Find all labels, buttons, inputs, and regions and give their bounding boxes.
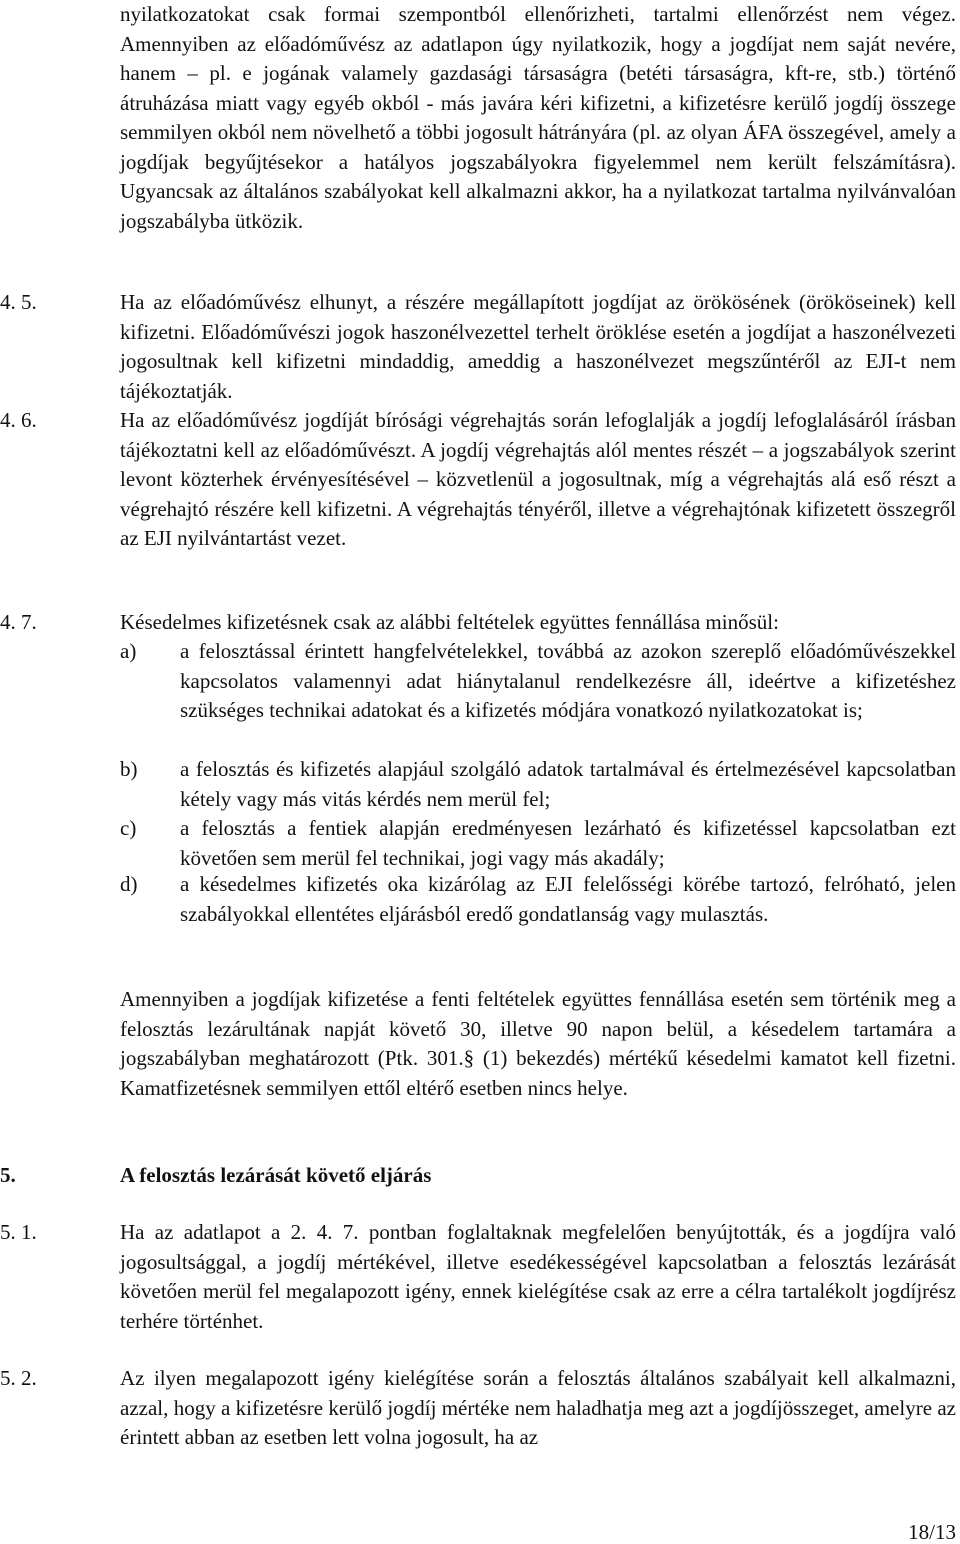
section-number-5-1: 5. 1. <box>0 1220 37 1244</box>
section-4-7-text: Késedelmes kifizetésnek csak az alábbi feltételek együttes fennállása minősül: <box>120 610 779 634</box>
section-number-5-2: 5. 2. <box>0 1366 37 1390</box>
late-payment-paragraph: Amennyiben a jogdíjak kifizetése a fenti feltételek együttes fennállása esetén sem történik meg a felosztás lezárultának napját követő 30, illetve 90 napon belül, a késedelem tartamára a jogszabályban meghatározott (Ptk. 301.§ (1) bekezdés) mértékű késedelmi kamatot kell fizetni. Kamatfizetésnek semmilyen ettől eltérő esetben nincs helye. <box>120 987 956 1100</box>
section-number-4-5: 4. 5. <box>0 290 37 314</box>
list-item-letter: a) <box>120 639 137 663</box>
list-item-letter: d) <box>120 872 138 896</box>
list-item-text: a felosztás a fentiek alapján eredményesen lezárható és kifizetéssel kapcsolatban ezt követően sem merül fel technikai, jogi vagy más akadály; <box>180 816 956 870</box>
section-number-4-7: 4. 7. <box>0 610 37 634</box>
section-number-4-6: 4. 6. <box>0 408 37 432</box>
section-4-5-text: Ha az előadóművész elhunyt, a részére megállapított jogdíjat az örökösének (örököseinek) kell kifizetni. Előadóművészi jogok haszonélvezettel terhelt öröklése esetén a jogdíjat a haszonélvezeti jogosultnak kell kifizetni mindaddig, ameddig a haszonélvezet megszűntéről az EJI-t nem tájékoztatják. <box>120 290 956 403</box>
heading-5-number: 5. <box>0 1163 16 1187</box>
heading-5-title: A felosztás lezárását követő eljárás <box>120 1163 432 1187</box>
page-number: 18/13 <box>908 1520 956 1544</box>
list-item-text: a felosztás és kifizetés alapjául szolgáló adatok tartalmával és értelmezésével kapcsolatban kétely vagy más vitás kérdés nem merül fel; <box>180 757 956 811</box>
list-item-text: a felosztással érintett hangfelvételekkel, továbbá az azokon szereplő előadóművészekkel kapcsolatos valamennyi adat hiánytalanul rendelkezésre áll, ideértve a kifizetéshez szükséges technikai adatokat és a kifizetés módjára vonatkozó nyilatkozatokat is; <box>180 639 956 722</box>
list-item-text: a késedelmes kifizetés oka kizárólag az EJI felelősségi körébe tartozó, felróható, jelen szabályokkal ellentétes eljárásból eredő gondatlanság vagy mulasztás. <box>180 872 956 926</box>
section-4-6-text: Ha az előadóművész jogdíját bírósági végrehajtás során lefoglalják a jogdíj lefoglalásáról írásban tájékoztatni kell az előadóművészt. A jogdíj végrehajtás alól mentes részét – a jogszabályok szerint levont közterhek érvényesítésével – közvetlenül a jogosultnak, míg a végrehajtás alá eső részt a végrehajtó részére kell kifizetni. A végrehajtás tényéről, illetve a végrehajtónak kifizetett összegről az EJI nyilvántartást vezet. <box>120 408 956 550</box>
section-5-1-text: Ha az adatlapot a 2. 4. 7. pontban foglaltaknak megfelelően benyújtották, és a jogdíjra való jogosultsággal, a jogdíj mértékével, illetve esedékességével kapcsolatban a felosztás lezárását követően merül fel megalapozott igény, ennek kielégítése csak az erre a célra tartalékolt jogdíjrész terhére történhet. <box>120 1220 956 1333</box>
list-item-letter: c) <box>120 816 137 840</box>
section-5-2-text: Az ilyen megalapozott igény kielégítése során a felosztás általános szabályait kell alkalmazni, azzal, hogy a kifizetésre kerülő jogdíj mértéke nem haladhatja meg azt a jogdíjösszeget, amelyre az érintett abban az esetben lett volna jogosult, ha az <box>120 1366 956 1449</box>
intro-paragraph: nyilatkozatokat csak formai szempontból ellenőrizheti, tartalmi ellenőrzést nem végez. Amennyiben az előadóművész az adatlapon úgy nyilatkozik, hogy a jogdíjat nem saját nevére, hanem – pl. e jogának valamely gazdasági társaságra (betéti társaságra, kft-re, stb.) történő átruházása miatt vagy egyéb okból - más javára kéri kifizetni, a kifizetésre kerülő jogdíj összege semmilyen okból nem növelhető a többi jogosult hátrányára (pl. az olyan ÁFA összegével, amely a jogdíjak begyűjtésekor a hatályos jogszabályokra figyelemmel nem került felszámításra). Ugyancsak az általános szabályokat kell alkalmazni akkor, ha a nyilatkozat tartalma nyilvánvalóan jogszabályba ütközik. <box>120 2 956 233</box>
list-item-letter: b) <box>120 757 138 781</box>
